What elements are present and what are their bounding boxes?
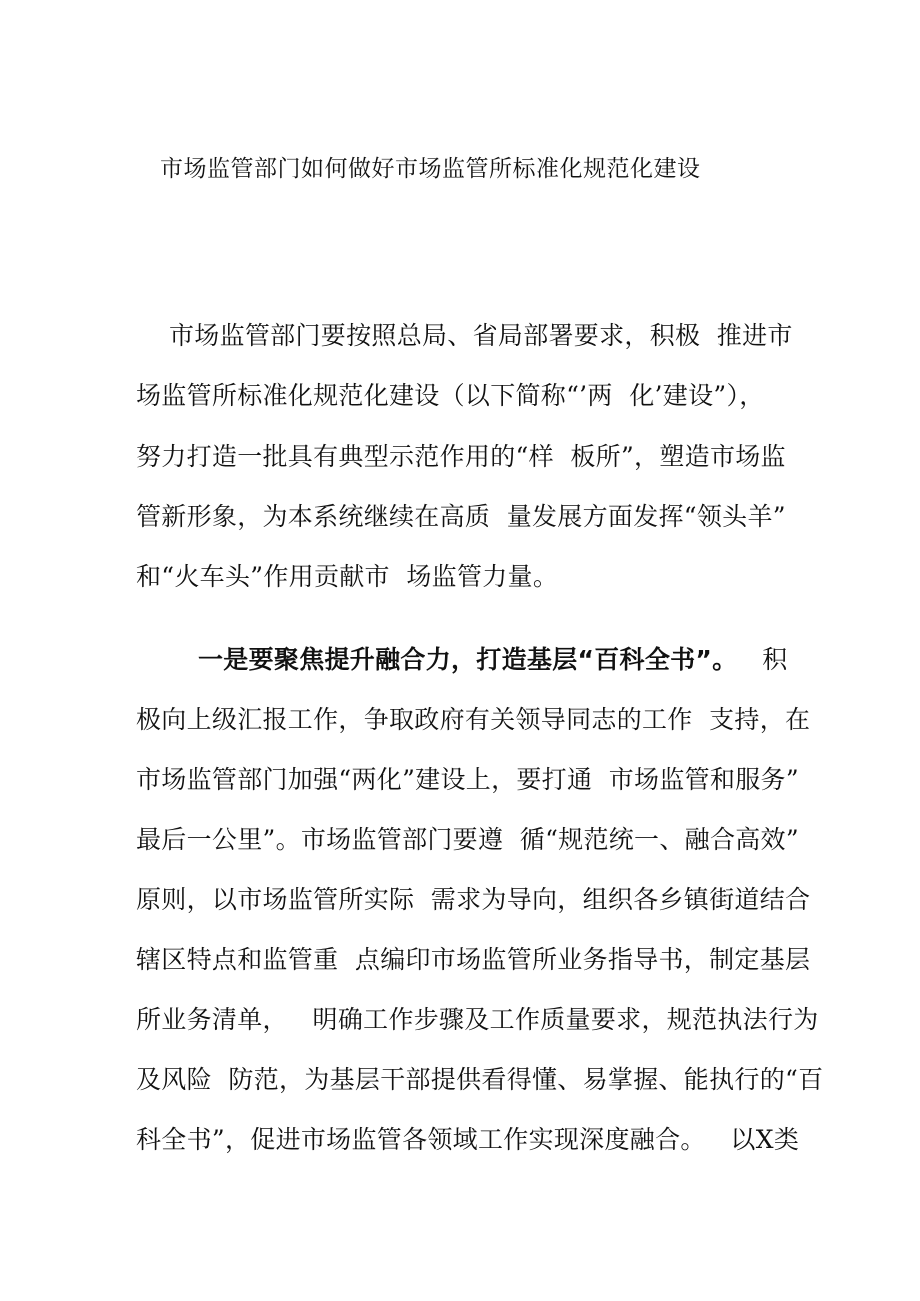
document-title: 市场监管部门如何做好市场监管所标准化规范化建设 — [160, 156, 701, 182]
paragraph-line: 市场监管部门加强“两化”建设上，要打通 市场监管和服务” — [136, 765, 799, 794]
paragraph-line: 及风险 防范，为基层干部提供看得懂、易掌握、能执行的“百 — [136, 1065, 824, 1094]
paragraph-line: 原则，以市场监管所实际 需求为导向，组织各乡镇街道结合 — [136, 885, 811, 914]
paragraph-line: 和“火车头”作用贡献市 场监管力量。 — [136, 562, 559, 591]
paragraph-line: 最后一公里”。市场监管部门要遵 循“规范统一、融合高效” — [136, 825, 799, 854]
paragraph-heading-line — [198, 640, 788, 676]
paragraph-line: 极向上级汇报工作，争取政府有关领导同志的工作 支持，在 — [136, 705, 811, 734]
paragraph-line: 所业务清单， 明确工作步骤及工作质量要求，规范执法行为 — [136, 1005, 819, 1034]
paragraph-line: 管新形象，为本系统继续在高质 量发展方面发挥“领头羊” — [136, 502, 786, 531]
paragraph-line: 科全书”，促进市场监管各领域工作实现深度融合。 以X类 — [136, 1125, 800, 1154]
paragraph-line: 市场监管部门要按照总局、省局部署要求，积极 推进市 — [136, 321, 793, 350]
paragraph-line: 辖区特点和监管重 点编印市场监管所业务指导书，制定基层 — [136, 945, 811, 974]
paragraph-line-tail: 积 — [737, 645, 788, 674]
section-heading: 一是要聚焦提升融合力，打造基层“百科全书”。 — [198, 645, 738, 674]
paragraph-line: 努力打造一批具有典型示范作用的“样 板所”，塑造市场监 — [136, 442, 786, 471]
paragraph-line: 场监管所标准化规范化建设（以下简称“’两 化’建设”）， — [136, 381, 765, 410]
